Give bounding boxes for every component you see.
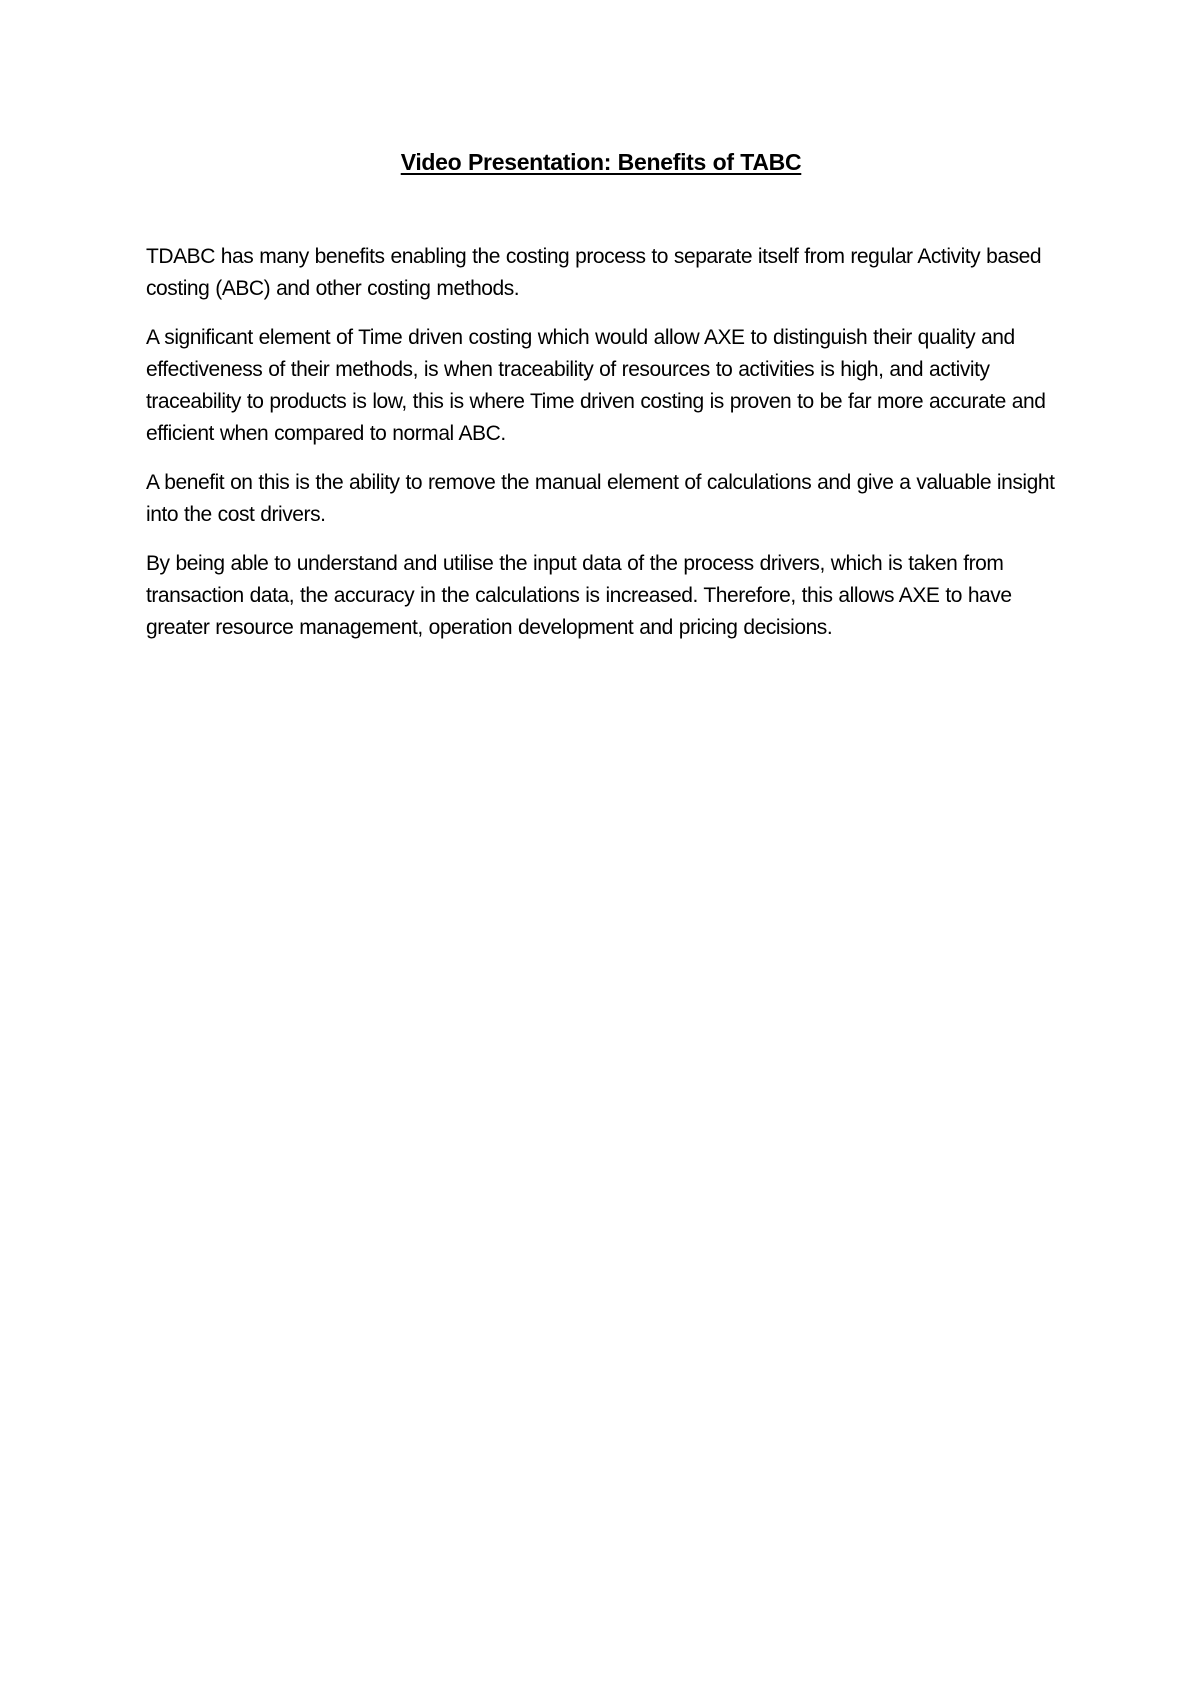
paragraph-traceability: A significant element of Time driven costing which would allow AXE to distinguish their quality and effectiveness of their methods, is when traceability of resources to activities is high, and activity traceability to products is low, this is where Time driven costing is proven to be far more accurate and efficient when compared to normal ABC.	[146, 326, 1046, 445]
paragraph-manual-element: A benefit on this is the ability to remove the manual element of calculations and give a valuable insight into the cost drivers.	[146, 471, 1055, 526]
document-body	[146, 146, 1056, 661]
paragraph-input-data: By being able to understand and utilise the input data of the process drivers, which is taken from transaction data, the accuracy in the calculations is increased. Therefore, this allows AXE to have greater resource management, operation development and pricing decisions.	[146, 552, 1012, 639]
document-title: Video Presentation: Benefits of TABC	[400, 149, 802, 175]
paragraph-tdabc-benefits: TDABC has many benefits enabling the costing process to separate itself from regular Activity based costing (ABC) and other costing methods.	[146, 245, 1042, 300]
